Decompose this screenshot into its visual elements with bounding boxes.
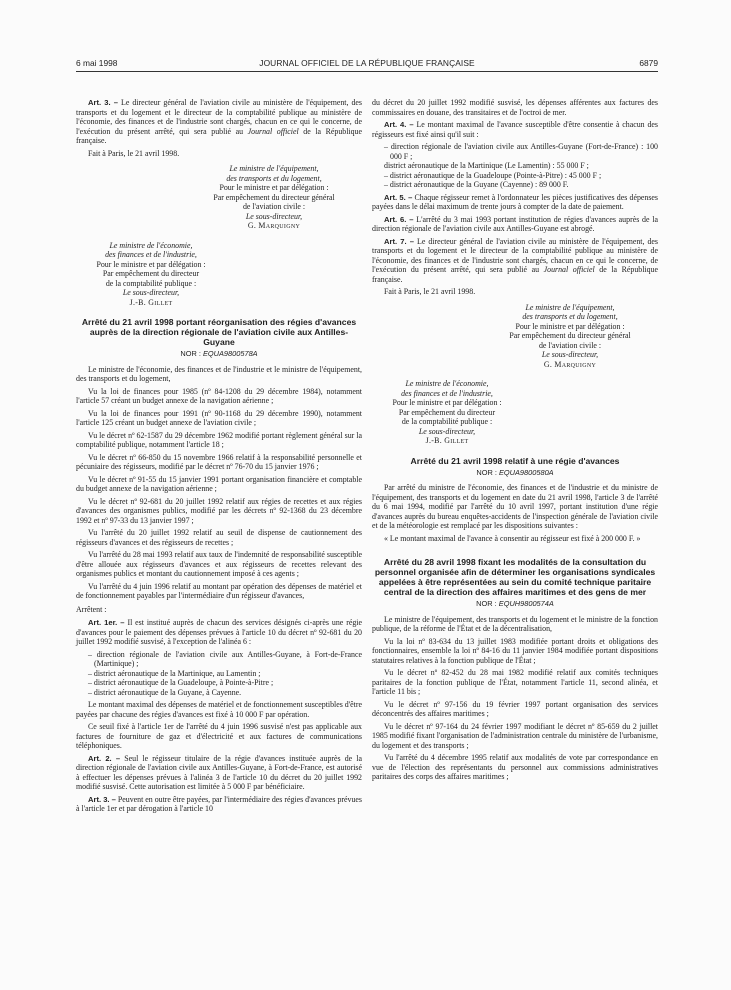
article-3: Art. 3. – Le directeur général de l'aviation civile au ministère de l'équipement, des transports et du logement et le directeur de la comptabilité publique au ministère de l'économie, des finances et de l'industrie sont chargés, chacun en ce qui le concerne, de l'exécution du présent arrêté, qui sera publié au Journal officiel de la République française. (76, 98, 363, 145)
fait-a-paris: Fait à Paris, le 21 avril 1998. (384, 287, 476, 296)
left-column (76, 98, 362, 817)
paragraph: Le ministre de l'équipement, des transports et du logement et le ministre de la fonction publique, de la réforme de l'État et de la décentralisation, (372, 614, 658, 633)
page-header (76, 58, 658, 72)
list-item: – district aéronautique de la Guyane, à Cayenne. (88, 687, 242, 697)
arrete-title-consultation: Arrêté du 28 avril 1998 fixant les modalités de la consultation du personnel organisée afin de déterminer les organisations syndicales appelées à être représentées au sein du comité technique paritaire central de la direction des affaires maritimes et des gens de mer (374, 557, 656, 597)
avance-list (372, 142, 658, 190)
list-item: – district aéronautique de la Guadeloupe (Pointe-à-Pitre) : 45 000 F ; (384, 170, 602, 180)
list-item: – district aéronautique de la Guadeloupe, à Pointe-à-Pitre ; (88, 678, 274, 687)
article-5: Art. 5. – Chaque régisseur remet à l'ordonnateur les pièces justificatives des dépenses payées dans le délai maximum de trente jours à compter de la date de paiement. (372, 192, 658, 211)
right-column (372, 98, 658, 785)
nor-reference: NOR : EQUA9800580A (476, 467, 554, 477)
paragraph: Vu l'arrêté du 4 juin 1996 relatif au montant par opération des dépenses de matériel et de fonctionnement payables par l'intermédiaire d'un régisseur d'avances, (76, 581, 362, 600)
paragraph: Vu le décret nº 97-156 du 19 février 1997 portant organisation des services déconcentrés des affaires maritimes ; (372, 699, 658, 718)
paragraph: Vu la loi de finances pour 1985 (nº 84-1208 du 29 décembre 1984), notamment l'article 57 créant un budget annexe de la navigation aérienne ; (76, 386, 362, 405)
paragraph: Vu la loi nº 83-634 du 13 juillet 1983 modifiée portant droits et obligations des fonctionnaires, ensemble la loi nº 84-16 du 11 janvier 1984 modifiée portant dispositions statutaires relatives à la fonction publique de l'État ; (372, 636, 658, 665)
paragraph: Le ministre de l'économie, des finances et de l'industrie et le ministre de l'équipement, des transports et du logement, (76, 364, 362, 383)
list-item: – direction régionale de l'aviation civile aux Antilles-Guyane (Fort-de-France) : 100 000 F ; (384, 142, 658, 161)
header-date: 6 mai 1998 (76, 58, 118, 68)
signature-economie: Le ministre de l'économie, des finances et de l'industrie, Pour le ministre et par délégation : Par empêchement du directeur de la comptabilité publique : Le sous-directeur, J.-B. Gillet (392, 379, 502, 445)
paragraph: Vu le décret nº 97-164 du 24 février 1997 modifiant le décret nº 85-659 du 2 juillet 1985 modifié fixant l'organisation de l'administration centrale du ministère de l'urbanisme, du logement et des transports ; (372, 721, 658, 750)
arretent: Arrêtent : (76, 604, 107, 614)
list-item: district aéronautique de la Martinique (Le Lamentin) : 55 000 F ; (384, 161, 589, 170)
nor-reference: NOR : EQUH9800574A (476, 599, 554, 608)
paragraph: Vu le décret nº 92-681 du 20 juillet 1992 relatif aux régies de recettes et aux régies d'avances des organismes publics, modifié par les décrets nº 92-1368 du 23 décembre 1992 et nº 97-33 du 13 janvier 1997 ; (76, 496, 362, 525)
article-7: Art. 7. – Le directeur général de l'aviation civile au ministère de l'équipement, des transports et du logement et le directeur de la comptabilité publique au ministère de l'économie, des finances et de l'industrie sont chargés, chacun en ce qui le concerne, de l'exécution du présent arrêté, qui sera publié au Journal officiel de la République française. (372, 236, 659, 284)
journal-title: JOURNAL OFFICIEL DE LA RÉPUBLIQUE FRANÇAISE (259, 58, 475, 68)
arrete-title-regie: Arrêté du 21 avril 1998 relatif à une régie d'avances (410, 455, 620, 466)
signature-equipement: Le ministre de l'équipement, des transports et du logement, Pour le ministre et par délégation : Par empêchement du directeur général de l'aviation civile : Le sous-directeur, G. Marquigny (213, 164, 335, 230)
arrete-title-regies: Arrêté du 21 avril 1998 portant réorganisation des régies d'avances auprès de la direction régionale de l'aviation civile aux Antilles-Guyane (81, 317, 357, 347)
header-rule (76, 71, 658, 72)
paragraph: Le montant maximal des dépenses de matériel et de fonctionnement susceptibles d'être payées par chacune des régies d'avances est fixé à 10 000 F par opération. (76, 700, 362, 719)
paragraph: Vu le décret nº 91-55 du 15 janvier 1991 portant organisation financière et comptable du budget annexe de la navigation aérienne ; (76, 474, 362, 493)
paragraph: Vu l'arrêté du 28 mai 1993 relatif aux taux de l'indemnité de responsabilité susceptible d'être allouée aux régisseurs d'avances et aux régisseurs de recettes relevant des organismes publics et montant du cautionnement imposé à ces agents ; (76, 550, 362, 578)
list-item: – district aéronautique de la Guyane (Cayenne) : 89 000 F. (384, 180, 569, 189)
paragraph: Par arrêté du ministre de l'économie, des finances et de l'industrie et du ministre de l'équipement, des transports et du logement en date du 21 avril 1998, l'article 3 de l'arrêté du 6 mai 1994, modifié par l'arrêté du 10 avril 1997, portant institution d'une régie d'avances auprès du bureau enquêtes-accidents de l'inspection générale de l'aviation civile et de la météorologie est remplacé par les dispositions suivantes : (372, 483, 658, 530)
paragraph: Vu l'arrêté du 20 juillet 1992 relatif au seuil de dispense de cautionnement des régisseurs d'avances et des régisseurs de recettes ; (76, 528, 362, 547)
paragraph: Vu l'arrêté du 4 décembre 1995 relatif aux modalités de vote par correspondance en vue de l'élection des représentants du personnel aux commissions administratives paritaires des corps des affaires maritimes ; (372, 753, 658, 781)
article-3b: Art. 3. – Peuvent en outre être payées, par l'intermédiaire des régies d'avances prévues à l'article 1er et par dérogation à l'article 10 (76, 794, 362, 813)
article-2: Art. 2. – Seul le régisseur titulaire de la régie d'avances instituée auprès de la direction régionale de l'aviation civile aux Antilles-Guyane, à Fort-de-France, est autorisé à effectuer les dépenses prévues à l'alinéa 3 de l'article 10 du décret du 20 juillet 1992 modifié susvisé. Cette autorisation est limitée à 5 000 F par bénéficiaire. (76, 753, 362, 791)
paragraph: Vu le décret nº 62-1587 du 29 décembre 1962 modifié portant règlement général sur la comptabilité publique, notamment l'article 18 ; (76, 430, 362, 449)
services-list (76, 650, 362, 698)
paragraph: Vu le décret nº 82-452 du 28 mai 1982 modifié relatif aux comités techniques paritaires de la fonction publique de l'État, notamment l'article 11, second alinéa, et l'article 11 bis ; (372, 668, 658, 696)
paragraph: Vu la loi de finances pour 1991 (nº 90-1168 du 29 décembre 1990), notamment l'article 125 créant un budget annexe de l'aviation civile ; (76, 408, 362, 427)
article-6: Art. 6. – L'arrêté du 3 mai 1993 portant institution de régies d'avances auprès de la direction régionale de l'aviation civile aux Antilles-Guyane est abrogé. (372, 214, 658, 233)
page-number: 6879 (639, 58, 658, 68)
fait-a-paris: Fait à Paris, le 21 avril 1998. (88, 148, 180, 158)
article-4: Art. 4. – Le montant maximal de l'avance susceptible d'être consentie à chacun des régisseurs est fixé ainsi qu'il suit : (372, 120, 658, 139)
signature-economie: Le ministre de l'économie, des finances et de l'industrie, Pour le ministre et par délégation : Par empêchement du directeur de la comptabilité publique : Le sous-directeur, J.-B. Gillet (96, 240, 206, 307)
list-item: – district aéronautique de la Martinique, au Lamentin ; (88, 668, 261, 678)
paragraph: du décret du 20 juillet 1992 modifié susvisé, les dépenses afférentes aux factures des commissaires en douane, des transitaires et de l'octroi de mer. (372, 98, 658, 117)
article-1: Art. 1er. – Il est institué auprès de chacun des services désignés ci-après une régie d'avances pour le paiement des dépenses prévues à l'article 10 du décret nº 92-681 du 20 juillet 1992 modifié susvisé, à l'exception de l'alinéa 6 : (76, 618, 362, 646)
paragraph: « Le montant maximal de l'avance à consentir au régisseur est fixé à 200 000 F. » (384, 533, 641, 543)
list-item: – direction régionale de l'aviation civile aux Antilles-Guyane, à Fort-de-France (Martinique) ; (88, 649, 362, 668)
paragraph: Vu le décret nº 66-850 du 15 novembre 1966 relatif à la responsabilité personnelle et pécuniaire des régisseurs, modifié par le décret nº 76-70 du 15 janvier 1976 ; (76, 452, 362, 471)
signature-equipement: Le ministre de l'équipement, des transports et du logement, Pour le ministre et par délégation : Par empêchement du directeur général de l'aviation civile : Le sous-directeur, G. Marquigny (509, 302, 631, 369)
nor-reference: NOR : EQUA9800578A (180, 349, 258, 358)
paragraph: Ce seuil fixé à l'article 1er de l'arrêté du 4 juin 1996 susvisé n'est pas applicable aux factures de fourniture de gaz et d'électricité et aux factures de communications téléphoniques. (76, 722, 362, 750)
